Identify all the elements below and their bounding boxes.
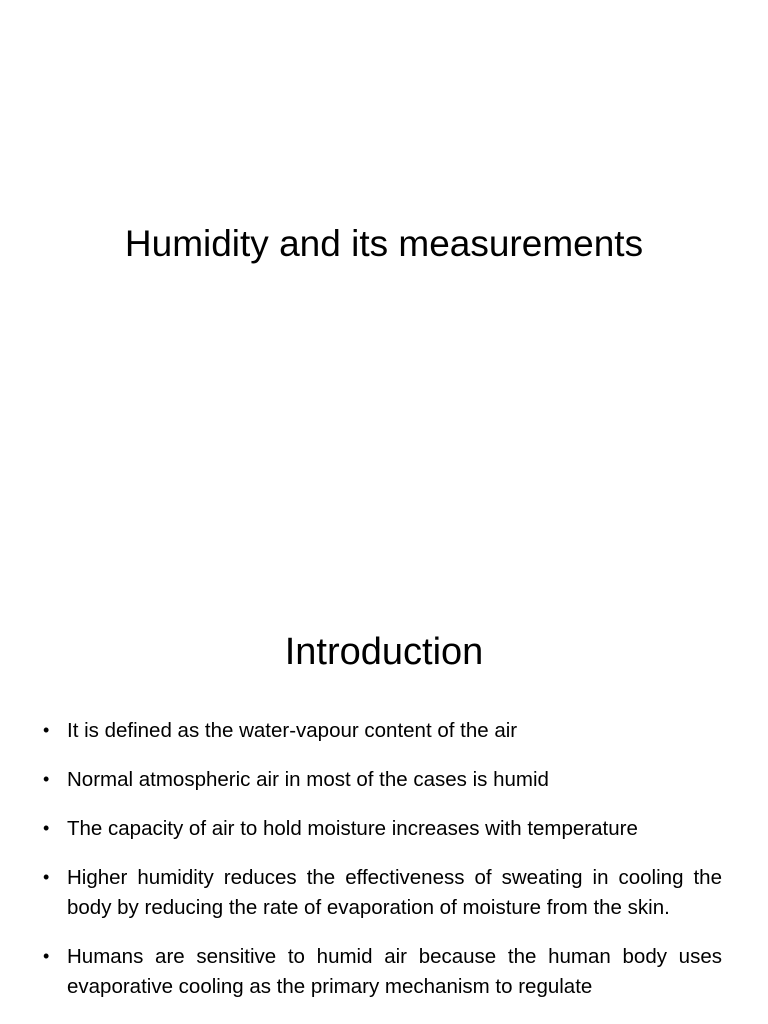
bullet-item xyxy=(40,863,722,923)
bullet-text: Higher humidity reduces the effectiveness of sweating in cooling the body by reducing the rate of evaporation of moisture from the skin. xyxy=(67,866,722,919)
slide-title: Humidity and its measurements xyxy=(124,223,644,264)
introduction-heading: Introduction xyxy=(284,631,484,673)
bullet-icon: • xyxy=(43,867,50,887)
bullet-item xyxy=(40,942,722,1002)
bullet-item xyxy=(40,814,722,844)
bullet-text: Humans are sensitive to humid air because the human body uses evaporative cooling as the primary mechanism to regulate xyxy=(67,945,722,998)
bullet-text: The capacity of air to hold moisture increases with temperature xyxy=(67,817,638,840)
bullet-icon: • xyxy=(43,769,50,789)
bullet-item xyxy=(40,765,722,795)
bullet-item xyxy=(40,716,722,746)
introduction-slide xyxy=(0,576,768,1024)
bullet-icon: • xyxy=(43,720,50,740)
bullet-text: It is defined as the water-vapour content of the air xyxy=(67,719,518,742)
bullet-text: Normal atmospheric air in most of the cases is humid xyxy=(67,768,549,791)
bullet-icon: • xyxy=(43,946,50,966)
bullet-icon: • xyxy=(43,818,50,838)
bullet-list xyxy=(40,716,722,1021)
